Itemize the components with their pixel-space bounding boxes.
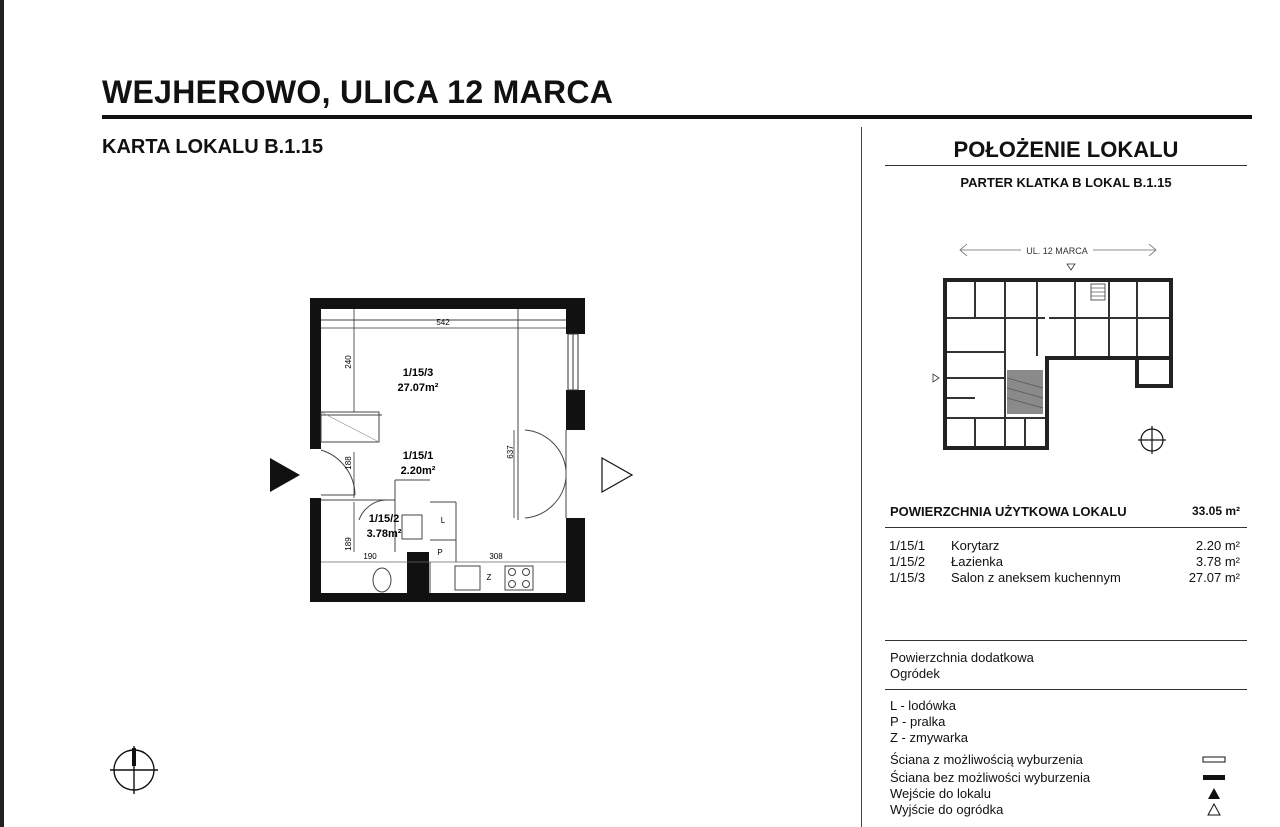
extra-area-item: Ogródek [890, 666, 940, 681]
summary-rule [885, 527, 1247, 528]
room-area: 2.20 m² [1195, 538, 1240, 553]
extra-area-label: Powierzchnia dodatkowa [890, 650, 1034, 665]
legend-rule [885, 689, 1247, 690]
unit-floorplan [260, 290, 640, 610]
garden-exit-triangle-icon [1202, 803, 1228, 817]
usable-area-value: 33.05 m² [1191, 504, 1240, 518]
entrance-arrow-icon [270, 458, 300, 492]
column-divider [861, 127, 862, 827]
wall-right-bottom [566, 518, 585, 602]
terrace-door-right [525, 478, 566, 518]
room-area: 27.07 m² [1188, 570, 1240, 585]
dim-542: 542 [436, 318, 450, 327]
garden-exit-arrow-icon [602, 458, 632, 492]
toilet [373, 568, 391, 592]
street-label: UL. 12 MARCA [1026, 246, 1088, 256]
dishwasher-code: Z [486, 573, 492, 582]
page-edge-line [0, 0, 4, 827]
room-2-area: 3.78m² [366, 528, 402, 540]
room-name: Łazienka [951, 554, 1004, 569]
dim-188: 188 [344, 456, 353, 470]
wall-left-lower [310, 498, 321, 602]
room-row [889, 554, 1240, 570]
side-entrance-icon [933, 374, 939, 382]
room-area: 3.78 m² [1195, 554, 1240, 569]
location-rule [885, 165, 1247, 166]
legend-wall-fixed: Ściana bez możliwości wyburzenia [890, 770, 1091, 785]
legend-entrance: Wejście do lokalu [890, 786, 991, 801]
legend-washer: P - pralka [890, 714, 946, 729]
location-subtitle: PARTER KLATKA B LOKAL B.1.15 [960, 175, 1172, 190]
room-3-id: 1/15/3 [402, 367, 434, 379]
room-name: Korytarz [951, 538, 1000, 553]
extra-area-rule [885, 640, 1247, 641]
street-entrance-icon [1067, 264, 1075, 270]
room-1-id: 1/15/1 [402, 450, 434, 462]
washbasin [402, 515, 422, 539]
wall-right-mid [566, 390, 585, 430]
legend-dishwasher: Z - zmywarka [890, 730, 968, 745]
dim-240: 240 [344, 355, 353, 369]
legend-garden-exit: Wyjście do ogródka [890, 802, 1004, 817]
room-row [889, 538, 1240, 554]
sink [455, 566, 480, 590]
washer-code: P [437, 548, 443, 557]
page-title: WEJHEROWO, ULICA 12 MARCA [102, 74, 614, 110]
wall-top [310, 298, 585, 309]
dim-189: 189 [344, 537, 353, 551]
location-title: POŁOŻENIE LOKALU [953, 137, 1179, 162]
dim-308: 308 [489, 552, 503, 561]
fixed-wall-icon [1202, 773, 1228, 783]
removable-wall-icon [1202, 755, 1228, 765]
compass-icon [108, 744, 160, 796]
wall-left-upper [310, 298, 321, 449]
usable-area-label: POWIERZCHNIA UŻYTKOWA LOKALU [890, 504, 1127, 519]
dim-190: 190 [363, 552, 377, 561]
wall-bathroom-kitchen [407, 552, 429, 602]
room-3-area: 27.07m² [397, 382, 439, 394]
terrace-door-left [525, 430, 566, 470]
room-2-id: 1/15/2 [368, 513, 400, 525]
legend-wall-removable: Ściana z możliwością wyburzenia [890, 752, 1083, 767]
room-1-area: 2.20m² [400, 465, 436, 477]
card-title: KARTA LOKALU B.1.15 [102, 136, 324, 158]
room-id: 1/15/3 [889, 570, 926, 585]
wall-bottom [310, 593, 585, 602]
title-rule [102, 115, 1252, 119]
legend-fridge: L - lodówka [890, 698, 956, 713]
wall-right-top [566, 298, 585, 334]
room-name: Salon z aneksem kuchennym [951, 570, 1121, 585]
highlighted-unit [1007, 370, 1043, 414]
room-row [889, 570, 1240, 586]
entrance-triangle-icon [1202, 787, 1228, 801]
room-id: 1/15/1 [889, 538, 926, 553]
room-id: 1/15/2 [889, 554, 926, 569]
building-location-plan [925, 238, 1175, 458]
dim-637: 637 [506, 445, 515, 459]
fridge-code: L [440, 516, 446, 525]
